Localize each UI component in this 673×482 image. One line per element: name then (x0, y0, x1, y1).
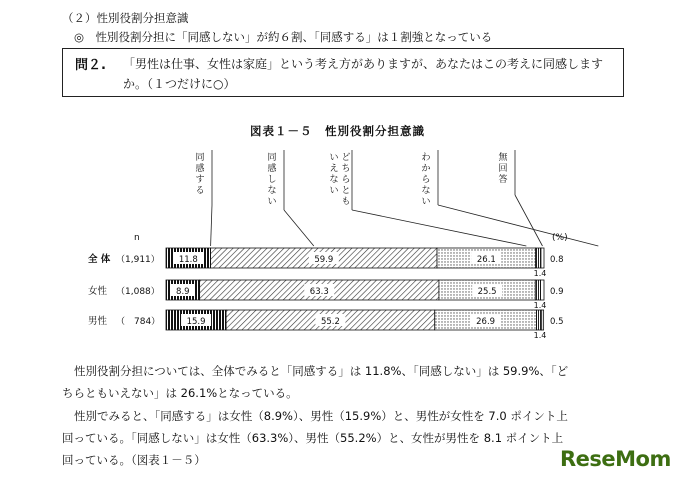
data-label: 63.3 (309, 287, 329, 297)
data-label: 26.9 (476, 317, 496, 327)
section-title: （２）性別役割分担意識 (62, 11, 189, 25)
data-label: 26.1 (476, 255, 496, 265)
header-label-char: か (421, 164, 431, 174)
header-label-char: ら (421, 175, 431, 185)
header-label-char: 同 (267, 153, 277, 163)
header-label-char: い (267, 197, 277, 207)
bar-segment (542, 310, 544, 330)
header-label-char: 答 (498, 175, 508, 185)
n-label: n (134, 233, 140, 243)
subheading: ◎ 性別役割分担に「同感しない」が約６割、「同感する」は１割強となっている (74, 30, 493, 44)
body-paragraph1-line2: ちらともいえない」は 26.1%となっている。 (62, 386, 298, 400)
header-label-char: る (195, 186, 205, 196)
header-label-char: な (421, 186, 431, 196)
data-label-below: 1.4 (533, 269, 547, 278)
header-leader-line (515, 195, 542, 246)
bar-segment (535, 280, 540, 300)
bar-segment (536, 248, 541, 268)
data-label: 25.5 (477, 287, 497, 297)
data-label: 15.9 (186, 317, 206, 327)
row-n: （1,911） (116, 255, 160, 265)
row-label: 男性 (88, 316, 108, 327)
header-label-char: い (329, 153, 339, 163)
header-leader-line (211, 205, 212, 246)
header-label-char: わ (421, 153, 431, 163)
data-label-right: 0.9 (550, 287, 564, 297)
header-label-char: ち (341, 164, 351, 174)
row-label: 全 体 (88, 254, 111, 265)
bar-segment (541, 280, 544, 300)
row-label: 女性 (88, 286, 108, 297)
header-label-char: す (195, 175, 205, 185)
data-label: 11.8 (178, 255, 198, 265)
figure-title: 図表１－５ 性別役割分担意識 (250, 124, 425, 138)
header-label-char: ど (341, 153, 351, 163)
header-label-char: な (329, 175, 339, 185)
data-label-right: 0.5 (550, 317, 564, 327)
body-paragraph2-line3: 回っている。（図表１－５） (62, 453, 206, 467)
row-n: （ 784） (116, 317, 161, 327)
header-label-char: 無 (498, 153, 508, 163)
body-paragraph2-line2: 回っている。「同感しない」は女性（63.3%）、男性（55.2%）と、女性が男性を 8.1 ポイント上 (62, 431, 564, 445)
header-label-char: い (421, 197, 431, 207)
logo-text: ReseMom (560, 447, 671, 471)
question-text-line1: 「男性は仕事、女性は家庭」という考え方がありますが、あなたはこの考えに同感します (123, 57, 604, 71)
data-label-below: 1.4 (533, 301, 547, 310)
resemom-logo (560, 447, 671, 471)
question-label: 問２. (75, 58, 106, 73)
header-label-char: え (329, 164, 339, 174)
data-label: 59.9 (314, 255, 334, 265)
data-label-below: 1.4 (533, 331, 547, 340)
header-label-char: 感 (195, 164, 205, 174)
header-label-char: 同 (195, 153, 205, 163)
body-paragraph1-line1: 性別役割分担については、全体でみると「同感する」は 11.8%、「同感しない」は 59.9%、「ど (74, 364, 569, 378)
unit-label: (%) (552, 233, 568, 243)
header-label-char: い (329, 186, 339, 196)
question-text-line2: か。（１つだけに○） (123, 77, 236, 91)
header-label-char: ら (341, 175, 351, 185)
header-leader-line (284, 210, 314, 246)
header-label-char: 感 (267, 164, 277, 174)
bar-segment (541, 248, 544, 268)
header-label-char: な (267, 186, 277, 196)
header-leader-line (438, 205, 598, 246)
header-label-char: も (341, 197, 351, 207)
header-label-char: 回 (498, 164, 508, 174)
body-paragraph2-line1: 性別でみると、「同感する」は女性（8.9%）、男性（15.9%）と、男性が女性を 7.0 ポイント上 (74, 409, 568, 423)
row-n: （1,088） (116, 287, 160, 297)
header-leader-line (352, 210, 526, 246)
bar-segment (536, 310, 541, 330)
data-label: 55.2 (320, 317, 340, 327)
header-label-char: し (267, 175, 277, 185)
data-label: 8.9 (176, 287, 190, 297)
header-label-char: と (341, 186, 351, 196)
data-label-right: 0.8 (550, 255, 564, 265)
